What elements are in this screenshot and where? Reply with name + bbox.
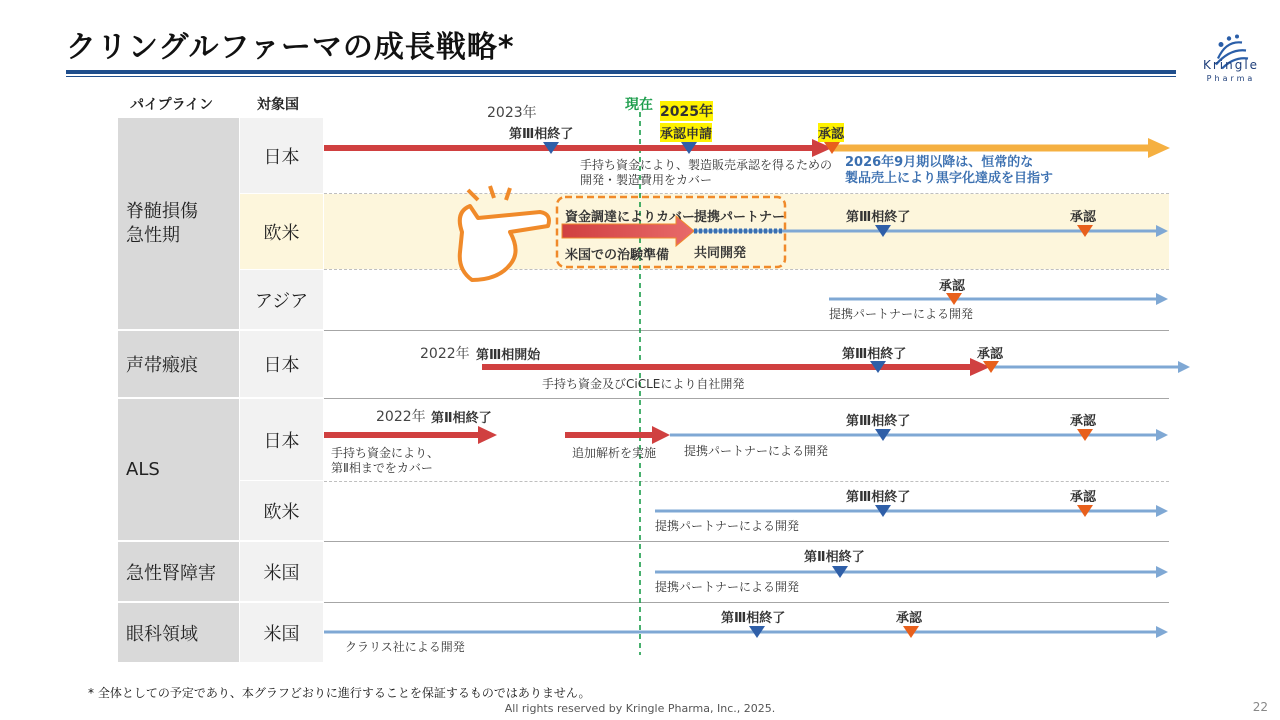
vocal-blue-arrowhead bbox=[1178, 361, 1190, 373]
region-eye-us: 米国 bbox=[240, 603, 323, 662]
region-vocal-japan: 日本 bbox=[240, 331, 323, 397]
sci-asia-approval-label: 承認 bbox=[939, 279, 966, 294]
region-aki-us: 米国 bbox=[240, 542, 323, 601]
page-number: 22 bbox=[1252, 700, 1268, 714]
als-jp-p3end-label: 第Ⅲ相終了 bbox=[846, 414, 911, 429]
sci-euus-p3end-label: 第Ⅲ相終了 bbox=[846, 210, 911, 225]
region-sci-euus: 欧米 bbox=[240, 194, 323, 269]
sci-euus-partner-label: 提携パートナー bbox=[694, 210, 786, 225]
copyright: All rights reserved by Kringle Pharma, Inc., 2025. bbox=[504, 702, 776, 715]
sci-euus-prep-label: 米国での治験準備 bbox=[565, 248, 670, 263]
logo-sub: Pharma bbox=[1206, 74, 1256, 83]
category-aki: 急性腎障害 bbox=[118, 542, 239, 601]
als-jp-red-arrowhead2 bbox=[652, 426, 670, 444]
sci-jp-note: 手持ち資金により、製造販売承認を得るための 開発・製造費用をカバー bbox=[580, 158, 833, 187]
sci-euus-codev-label: 共同開発 bbox=[694, 246, 747, 261]
vocal-year-label: 2022年 bbox=[420, 346, 470, 362]
aki-arrowhead bbox=[1156, 566, 1168, 578]
als-euus-note: 提携パートナーによる開発 bbox=[655, 519, 800, 533]
category-vocal: 声帯瘢痕 bbox=[118, 331, 239, 397]
als-jp-blue-arrowhead bbox=[1156, 429, 1168, 441]
year-2025-label: 2025年 bbox=[660, 101, 713, 121]
region-als-japan: 日本 bbox=[240, 399, 323, 480]
sci-jp-p3end-label: 第Ⅲ相終了 bbox=[509, 127, 574, 142]
pipeline-header: パイプライン bbox=[130, 97, 214, 113]
page-title: クリングルファーマの成長戦略* bbox=[66, 30, 515, 65]
aki-p2end-label: 第Ⅱ相終了 bbox=[804, 550, 865, 565]
category-als: ALS bbox=[118, 399, 239, 540]
als-euus-p3end-label: 第Ⅲ相終了 bbox=[846, 490, 911, 505]
als-jp-note3: 提携パートナーによる開発 bbox=[684, 444, 829, 458]
vocal-p3end-label: 第Ⅲ相終了 bbox=[842, 347, 907, 362]
region-sci-asia: アジア bbox=[240, 270, 323, 329]
eye-p3end-label: 第Ⅲ相終了 bbox=[721, 611, 786, 626]
sci-euus-fund-label: 資金調達によりカバー bbox=[565, 210, 696, 225]
footnote: * 全体としての予定であり、本グラフどおりに進行することを保証するものではありません。 bbox=[88, 686, 591, 700]
category-eye: 眼科領域 bbox=[118, 603, 239, 662]
sci-jp-blue-note: 2026年9月期以降は、恒常的な 製品売上により黒字化達成を目指す bbox=[845, 155, 1054, 186]
eye-arrowhead bbox=[1156, 626, 1168, 638]
sci-asia-note: 提携パートナーによる開発 bbox=[829, 307, 974, 321]
region-als-euus: 欧米 bbox=[240, 481, 323, 540]
sci-euus-approval-label: 承認 bbox=[1070, 210, 1097, 225]
als-p2end-label: 第Ⅱ相終了 bbox=[431, 411, 492, 426]
logo-word: Kringle bbox=[1202, 58, 1260, 72]
year-2023-label: 2023年 bbox=[487, 105, 537, 121]
pointing-hand-icon bbox=[460, 186, 549, 280]
als-year-label: 2022年 bbox=[376, 409, 426, 425]
als-jp-red-arrowhead1 bbox=[478, 426, 497, 444]
now-label: 現在 bbox=[625, 97, 653, 113]
als-euus-arrowhead bbox=[1156, 505, 1168, 517]
eye-note: クラリス社による開発 bbox=[345, 640, 465, 654]
region-header: 対象国 bbox=[257, 97, 299, 113]
als-jp-approval-label: 承認 bbox=[1070, 414, 1097, 429]
vocal-p3start-label: 第Ⅲ相開始 bbox=[476, 348, 541, 363]
vocal-approval-label: 承認 bbox=[977, 347, 1004, 362]
als-euus-approval-label: 承認 bbox=[1070, 490, 1097, 505]
sci-jp-orange-arrowhead bbox=[1148, 138, 1170, 158]
region-sci-japan: 日本 bbox=[240, 118, 323, 193]
als-jp-note1: 手持ち資金により、 第Ⅱ相までをカバー bbox=[331, 446, 440, 475]
category-sci: 脊髄損傷 急性期 bbox=[118, 118, 239, 329]
sci-jp-approval-label: 承認 bbox=[818, 123, 844, 142]
sci-jp-filing-label: 承認申請 bbox=[660, 123, 712, 142]
vocal-note: 手持ち資金及びCiCLEにより自社開発 bbox=[542, 377, 745, 391]
sci-asia-arrowhead bbox=[1156, 293, 1168, 305]
sci-euus-arrowhead bbox=[1156, 225, 1168, 237]
aki-note: 提携パートナーによる開発 bbox=[655, 580, 800, 594]
eye-approval-label: 承認 bbox=[896, 611, 923, 626]
als-jp-note2: 追加解析を実施 bbox=[572, 446, 657, 460]
